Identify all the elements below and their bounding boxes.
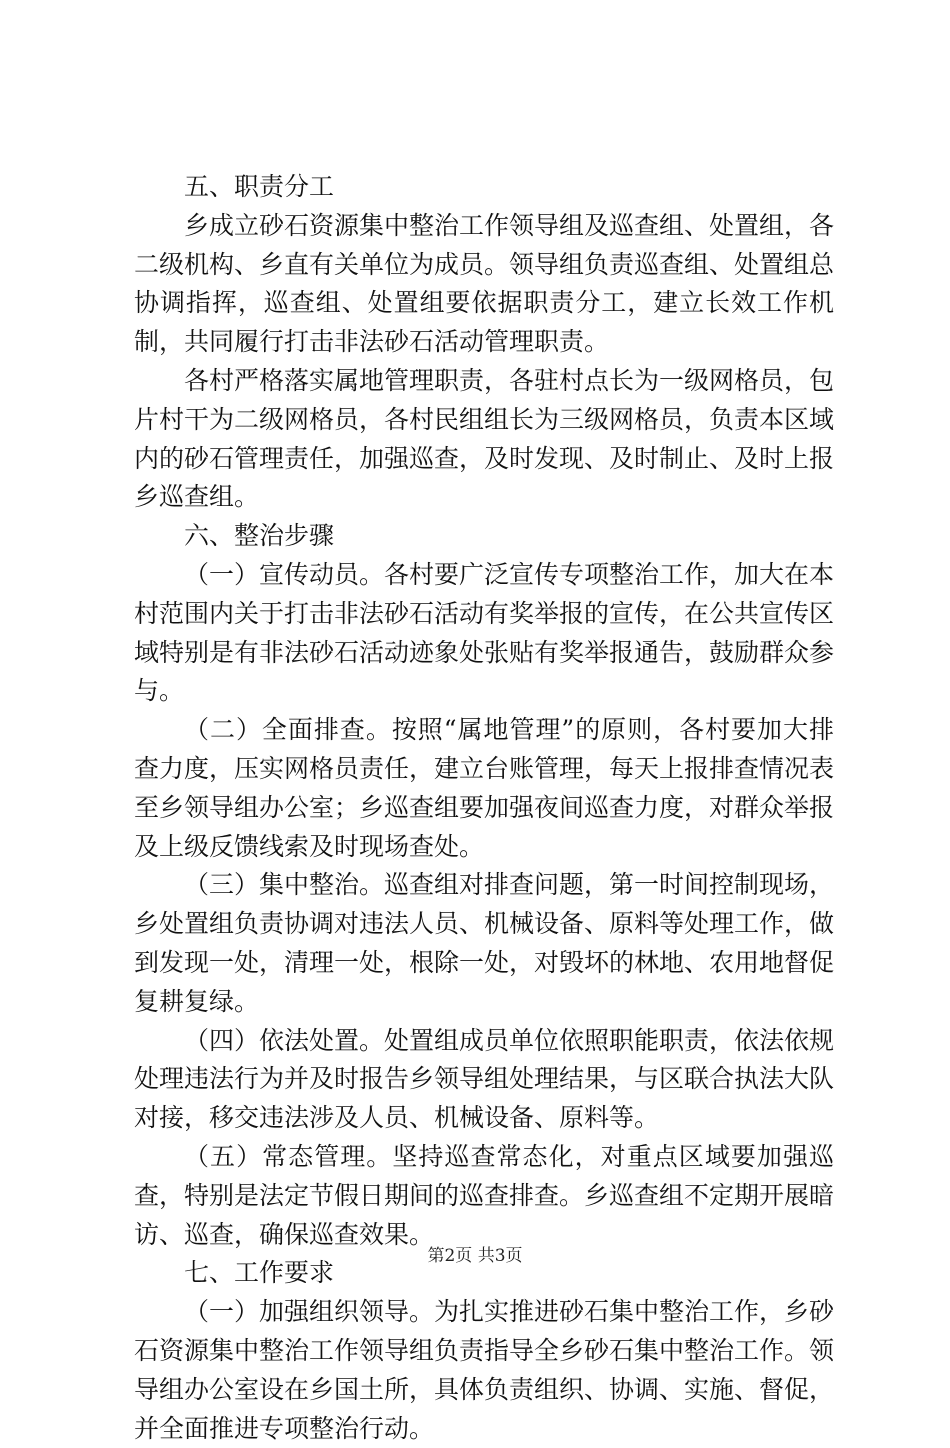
page-footer: 第2页 共3页 — [427, 1246, 523, 1266]
section-heading: 七、工作要求 — [184, 1258, 335, 1288]
paragraph: （二）全面排查。按照“属地管理”的原则，各村要加大排查力度，压实网格员责任，建立台账管理，每天上报排查情况表至乡领导组办公室；乡巡查组要加强夜间巡查力度，对群众举报及上级反馈线索及时现场查处。 — [134, 715, 835, 861]
paragraph: （四）依法处置。处置组成员单位依照职能职责，依法依规处理违法行为并及时报告乡领导组处理结果，与区联合执法大队对接，移交违法涉及人员、机械设备、原料等。 — [134, 1025, 835, 1133]
paragraph: 乡成立砂石资源集中整治工作领导组及巡查组、处置组，各二级机构、乡直有关单位为成员。领导组负责巡查组、处置组总协调指挥，巡查组、处置组要依据职责分工，建立长效工作机制，共同履行打击非法砂石活动管理职责。 — [134, 210, 835, 357]
paragraph: （一）宣传动员。各村要广泛宣传专项整治工作，加大在本村范围内关于打击非法砂石活动有奖举报的宣传，在公共宣传区域特别是有非法砂石活动迹象处张贴有奖举报通告，鼓励群众参与。 — [134, 559, 835, 706]
paragraph: （五）常态管理。坚持巡查常态化，对重点区域要加强巡查，特别是法定节假日期间的巡查排查。乡巡查组不定期开展暗访、巡查，确保巡查效果。 — [134, 1141, 835, 1249]
paragraph: （三）集中整治。巡查组对排查问题，第一时间控制现场，乡处置组负责协调对违法人员、机械设备、原料等处理工作，做到发现一处，清理一处，根除一处，对毁坏的林地、农用地督促复耕复绿。 — [134, 870, 835, 1016]
section-heading: 五、职责分工 — [184, 172, 335, 201]
paragraph: （一）加强组织领导。为扎实推进砂石集中整治工作，乡砂石资源集中整治工作领导组负责指导全乡砂石集中整治工作。领导组办公室设在乡国土所，具体负责组织、协调、实施、督促，并全面推进专项整治行动。 — [134, 1297, 835, 1443]
section-heading: 六、整治步骤 — [184, 521, 335, 551]
paragraph: 各村严格落实属地管理职责，各驻村点长为一级网格员，包片村干为二级网格员，各村民组组长为三级网格员，负责本区域内的砂石管理责任，加强巡查，及时发现、及时制止、及时上报乡巡查组。 — [134, 365, 835, 512]
